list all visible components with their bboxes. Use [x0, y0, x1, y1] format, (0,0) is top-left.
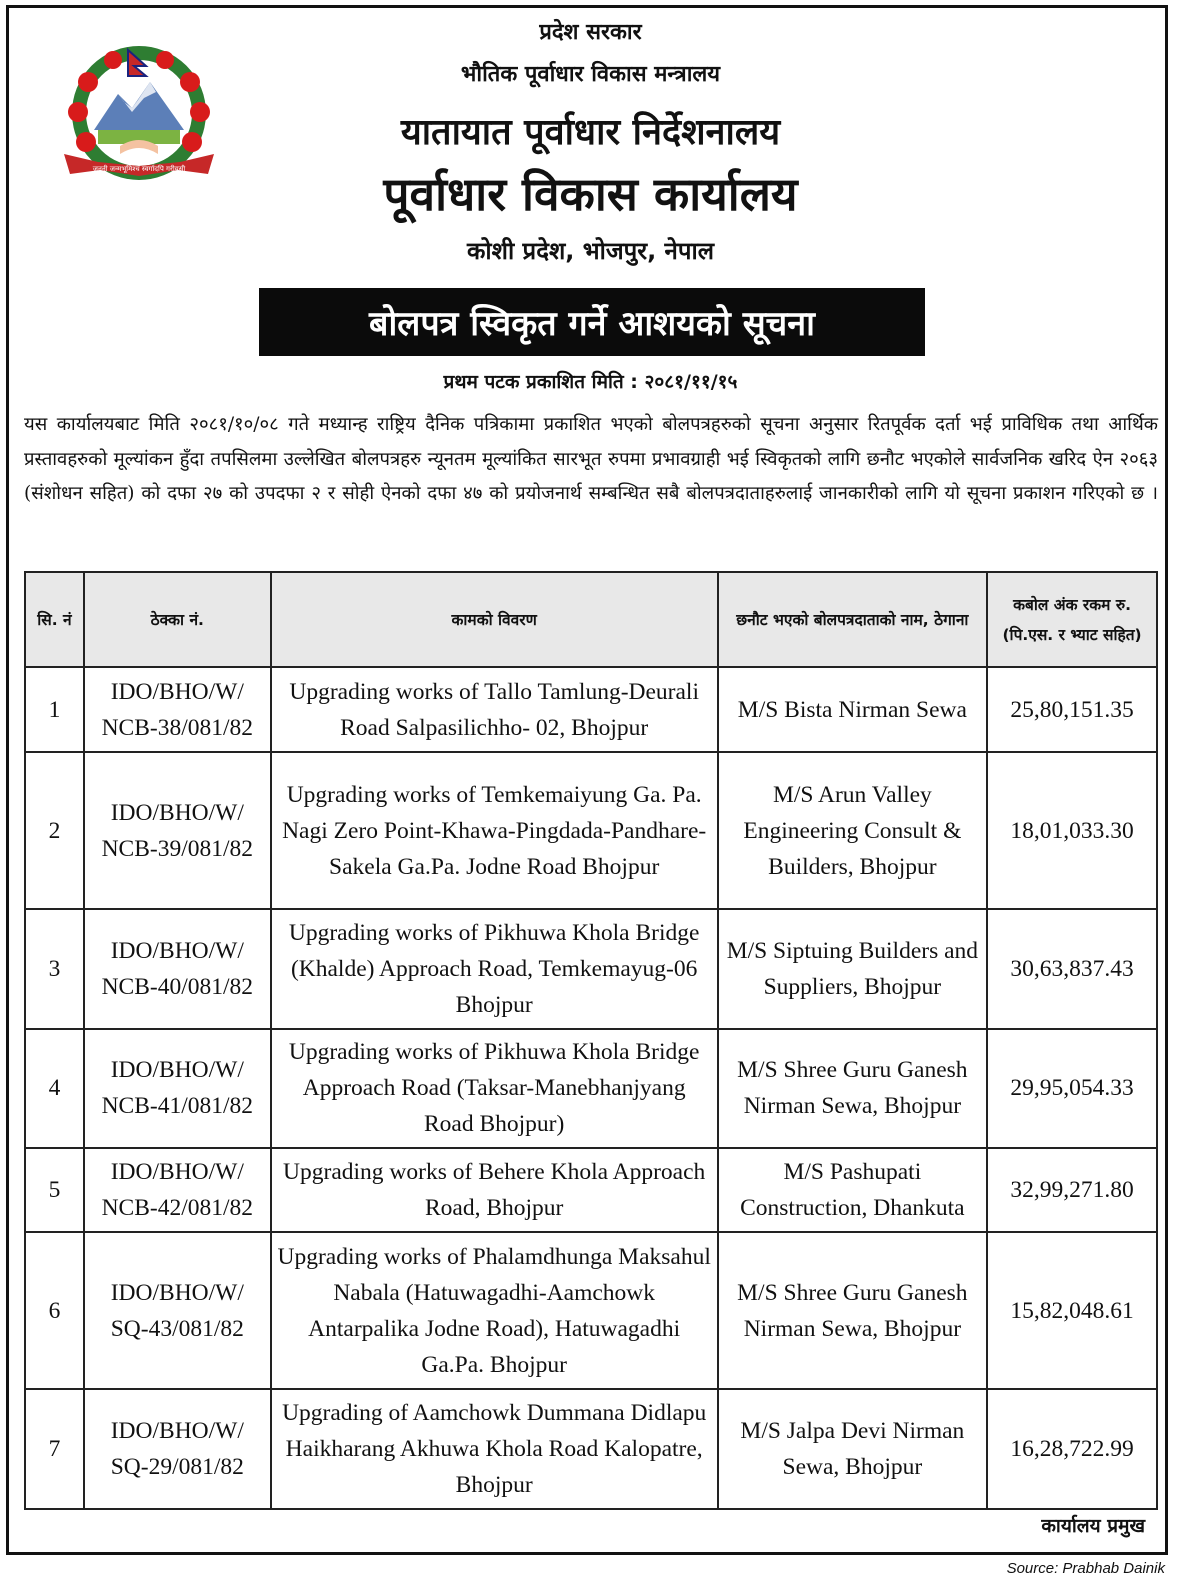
work-description-cell: Upgrading works of Pikhuwa Khola Bridge Approach Road (Taksar-Manebhanjyang Road Bhojpur) [271, 1029, 718, 1149]
serial-number-cell: 7 [25, 1389, 84, 1509]
amount-cell: 15,82,048.61 [987, 1232, 1157, 1389]
amount-cell: 25,80,151.35 [987, 667, 1157, 752]
bidder-cell: M/S Bista Nirman Sewa [718, 667, 987, 752]
table-row [25, 1029, 1157, 1149]
bidder-cell: M/S Shree Guru Ganesh Nirman Sewa, Bhojpur [718, 1029, 987, 1149]
table-row [25, 667, 1157, 752]
work-description-cell: Upgrading works of Temkemaiyung Ga. Pa. Nagi Zero Point-Khawa-Pingdada-Pandhare-Sakela Ga.Pa. Jodne Road Bhojpur [271, 752, 718, 909]
work-description-cell: Upgrading of Aamchowk Dummana Didlapu Haikharang Akhuwa Khola Road Kalopatre, Bhojpur [271, 1389, 718, 1509]
contract-number-cell: IDO/BHO/W/ NCB-38/081/82 [84, 667, 271, 752]
header-serial-number: सि. नं [25, 572, 84, 667]
contract-number-cell: IDO/BHO/W/ SQ-43/081/82 [84, 1232, 271, 1389]
header-bid-amount: कबोल अंक रकम रु. (पि.एस. र भ्याट सहित) [987, 572, 1157, 667]
serial-number-cell: 2 [25, 752, 84, 909]
bidder-cell: M/S Jalpa Devi Nirman Sewa, Bhojpur [718, 1389, 987, 1509]
header-address: कोशी प्रदेश, भोजपुर, नेपाल [467, 237, 714, 265]
serial-number-cell: 3 [25, 909, 84, 1029]
amount-cell: 16,28,722.99 [987, 1389, 1157, 1509]
work-description-cell: Upgrading works of Pikhuwa Khola Bridge (Khalde) Approach Road, Temkemayug-06 Bhojpur [271, 909, 718, 1029]
work-description-cell: Upgrading works of Tallo Tamlung-Deurali Road Salpasilichho- 02, Bhojpur [271, 667, 718, 752]
amount-cell: 32,99,271.80 [987, 1148, 1157, 1232]
bidder-cell: M/S Siptuing Builders and Suppliers, Bhojpur [718, 909, 987, 1029]
header-directorate: यातायात पूर्वाधार निर्देशनालय [400, 112, 781, 153]
amount-cell: 29,95,054.33 [987, 1029, 1157, 1149]
publication-date: प्रथम पटक प्रकाशित मिति : २०८१/११/१५ [443, 371, 738, 393]
office-chief-signature: कार्यालय प्रमुख [1041, 1515, 1145, 1537]
header-office-name: पूर्वाधार विकास कार्यालय [383, 167, 798, 221]
work-description-cell: Upgrading works of Behere Khola Approach Road, Bhojpur [271, 1148, 718, 1232]
table-row [25, 1148, 1157, 1232]
contract-number-cell: IDO/BHO/W/ SQ-29/081/82 [84, 1389, 271, 1509]
table-row [25, 752, 1157, 909]
serial-number-cell: 5 [25, 1148, 84, 1232]
header-province-government: प्रदेश सरकार [539, 20, 642, 45]
bid-table [24, 571, 1158, 1510]
notice-paragraph: यस कार्यालयबाट मिति २०८१/१०/०८ गते मध्यान्ह राष्ट्रिय दैनिक पत्रिकामा प्रकाशित भएको बोलपत्रहरुको सूचना अनुसार रितपूर्वक दर्ता भई प्राविधिक तथा आर्थिक प्रस्तावहरुको मूल्यांकन हुँदा तपसिलमा उल्लेखित बोलपत्रहरु न्यूनतम मूल्यांकित सारभूत रुपमा प्रभावग्राही भई स्विकृतको लागि छनौट भएकोले सार्वजनिक खरिद ऐन २०६३ (संशोधन सहित) को दफा २७ को उपदफा २ र सोही ऐनको दफा ४७ को प्रयोजनार्थ सम्बन्धित सबै बोलपत्रदाताहरुलाई जानकारीको लागि यो सूचना प्रकाशन गरिएको छ । [24, 414, 1158, 504]
header-contract-number: ठेक्का नं. [84, 572, 271, 667]
serial-number-cell: 1 [25, 667, 84, 752]
contract-number-cell: IDO/BHO/W/ NCB-42/081/82 [84, 1148, 271, 1232]
serial-number-cell: 6 [25, 1232, 84, 1389]
header-work-description: कामको विवरण [271, 572, 718, 667]
contract-number-cell: IDO/BHO/W/ NCB-41/081/82 [84, 1029, 271, 1149]
bidder-cell: M/S Shree Guru Ganesh Nirman Sewa, Bhojpur [718, 1232, 987, 1389]
amount-cell: 18,01,033.30 [987, 752, 1157, 909]
emblem-motto: जननी जन्मभूमिश्च स्वर्गादपि गरीयसी [92, 165, 186, 173]
table-row [25, 1389, 1157, 1509]
table-header-row [25, 572, 1157, 667]
bidder-cell: M/S Arun Valley Engineering Consult & Builders, Bhojpur [718, 752, 987, 909]
contract-number-cell: IDO/BHO/W/ NCB-39/081/82 [84, 752, 271, 909]
notice-title: बोलपत्र स्विकृत गर्ने आशयको सूचना [369, 304, 815, 344]
work-description-cell: Upgrading works of Phalamdhunga Maksahul Nabala (Hatuwagadhi-Aamchowk Antarpalika Jodne Road), Hatuwagadhi Ga.Pa. Bhojpur [271, 1232, 718, 1389]
amount-cell: 30,63,837.43 [987, 909, 1157, 1029]
notice-title-banner [259, 288, 925, 356]
header-selected-bidder: छनौट भएको बोलपत्रदाताको नाम, ठेगाना [718, 572, 987, 667]
table-row [25, 909, 1157, 1029]
source-credit: Source: Prabhab Dainik [1006, 1560, 1165, 1577]
bidder-cell: M/S Pashupati Construction, Dhankuta [718, 1148, 987, 1232]
serial-number-cell: 4 [25, 1029, 84, 1149]
table-row [25, 1232, 1157, 1389]
contract-number-cell: IDO/BHO/W/ NCB-40/081/82 [84, 909, 271, 1029]
header-ministry: भौतिक पूर्वाधार विकास मन्त्रालय [460, 62, 721, 87]
